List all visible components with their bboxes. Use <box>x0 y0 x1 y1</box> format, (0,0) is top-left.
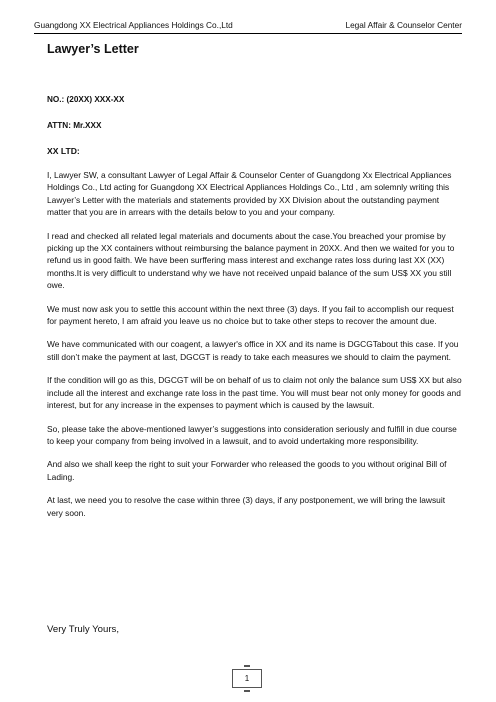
page-number: 1 <box>232 669 262 688</box>
page-header <box>34 20 462 34</box>
body-paragraph: We must now ask you to settle this account within the next three (3) days. If you fail to accomplish our request for payment hereto, I am afraid you leave us no choice but to take other steps to recover the amount due. <box>47 303 454 327</box>
body-paragraph: So, please take the above-mentioned lawyer’s suggestions into consideration seriously and fulfill in due course to keep your company from being involved in a lawsuit, and to avoid undertaking more responsibility. <box>47 423 457 446</box>
closing-salutation: Very Truly Yours, <box>47 624 119 635</box>
attention-line: ATTN: Mr.XXX <box>47 121 102 130</box>
body-paragraph: And also we shall keep the right to suit your Forwarder who released the goods to you without original Bill of Lading. <box>47 459 447 482</box>
letter-body <box>47 169 463 530</box>
body-paragraph: We have communicated with our coagent, a lawyer's office in XX and its name is DGCGTabout this case. If you still don’t make the payment at last, DGCGT is ready to take each measures we should to claim the payment. <box>47 339 459 362</box>
body-paragraph: I, Lawyer SW, a consultant Lawyer of Legal Affair & Counselor Center of Guangdong Xx Electrical Appliances Holdings Co., Ltd acting for Guangdong XX Electrical Appliances Holdings Co., Ltd , am solemnly writing this Lawyer’s Letter with the materials and statements provided by XX Division about the outstanding payment matter that you are in arrears with the details below to you and your company. <box>47 170 452 218</box>
body-paragraph: I read and checked all related legal materials and documents about the case.You breached your promise by picking up the XX containers without reimbursing the balance payment in 20XX. And then we waited for you to refund us in good faith. We have been surffering mass interest and exchange rates loss during last XX (XX) months.It is very difficult to understand why we have not received unpaid balance of the sum US$ XX you still owe. <box>47 230 455 291</box>
addressee: XX LTD: <box>47 146 80 156</box>
header-department: Legal Affair & Counselor Center <box>345 20 462 30</box>
body-paragraph: At last, we need you to resolve the case within three (3) days, if any postponement, we will bring the lawsuit very soon. <box>47 495 446 518</box>
header-company: Guangdong XX Electrical Appliances Holdings Co.,Ltd <box>34 20 233 30</box>
body-paragraph: If the condition will go as this, DGCGT will be on behalf of us to claim not only the balance sum US$ XX but also include all the interest and exchange rate loss in the past time. You will must bear not only money for goods and interest, but for any increase in the expenses to payment which is caused by the lawsuit. <box>47 375 462 411</box>
reference-number: NO.: (20XX) XXX-XX <box>47 95 125 104</box>
letter-title: Lawyer’s Letter <box>47 42 139 56</box>
